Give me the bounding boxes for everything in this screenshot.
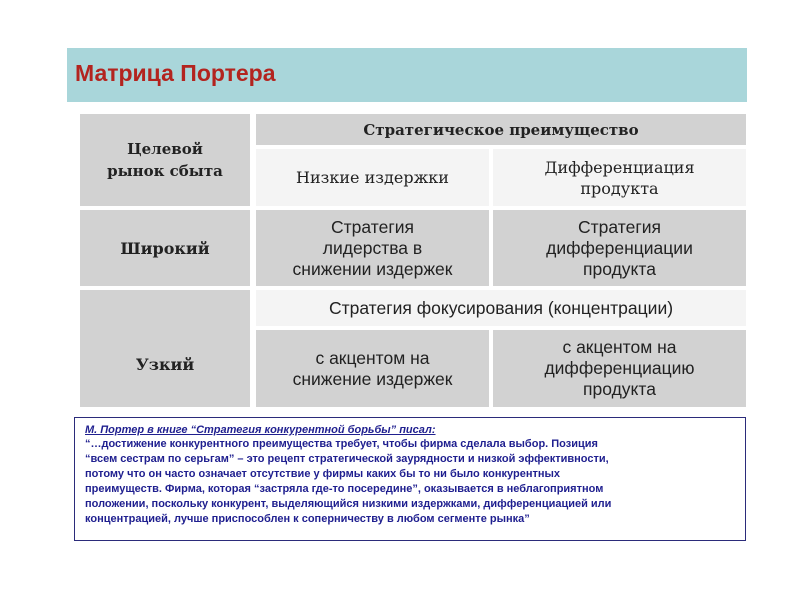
row-label-wide: Широкий bbox=[80, 210, 250, 286]
differentiation-strategy-cell: Стратегия дифференциации продукта bbox=[493, 210, 746, 286]
differentiation-focus-cell: с акцентом на дифференциацию продукта bbox=[493, 330, 746, 407]
quote-heading: М. Портер в книге “Стратегия конкурентной борьбы” писал: bbox=[85, 424, 436, 436]
cost-focus-cell: с акцентом на снижение издержек bbox=[256, 330, 489, 407]
corner-header-cell: Целевой рынок сбыта bbox=[80, 114, 250, 206]
product-differentiation-header: Дифференциация продукта bbox=[493, 149, 746, 206]
cost-leadership-cell: Стратегия лидерства в снижении издержек bbox=[256, 210, 489, 286]
title-bar bbox=[67, 48, 747, 102]
low-costs-header: Низкие издержки bbox=[256, 149, 489, 206]
focus-strategy-cell: Стратегия фокусирования (концентрации) bbox=[256, 290, 746, 326]
page-title: Матрица Портера bbox=[75, 60, 276, 86]
strategic-advantage-header: Стратегическое преимущество bbox=[256, 114, 746, 145]
quote-box bbox=[74, 417, 746, 541]
quote-body: “…достижение конкурентного преимущества требует, чтобы фирма сделала выбор. Позиция “всем сестрам по серьгам” – это рецепт стратегической заурядности и низкой эффективности, потому что он часто означает отсутствие у фирмы каких бы то ни было конкурентных преимуществ. Фирма, которая “застряла где-то посередине”, оказывается в неблагоприятном положении, поскольку конкурент, выделяющийся низкими издержками, дифференциацией или концентрацией, лучше приспособлен к соперничеству в любом сегменте рынка” bbox=[85, 438, 612, 525]
row-label-narrow: Узкий bbox=[80, 290, 250, 407]
